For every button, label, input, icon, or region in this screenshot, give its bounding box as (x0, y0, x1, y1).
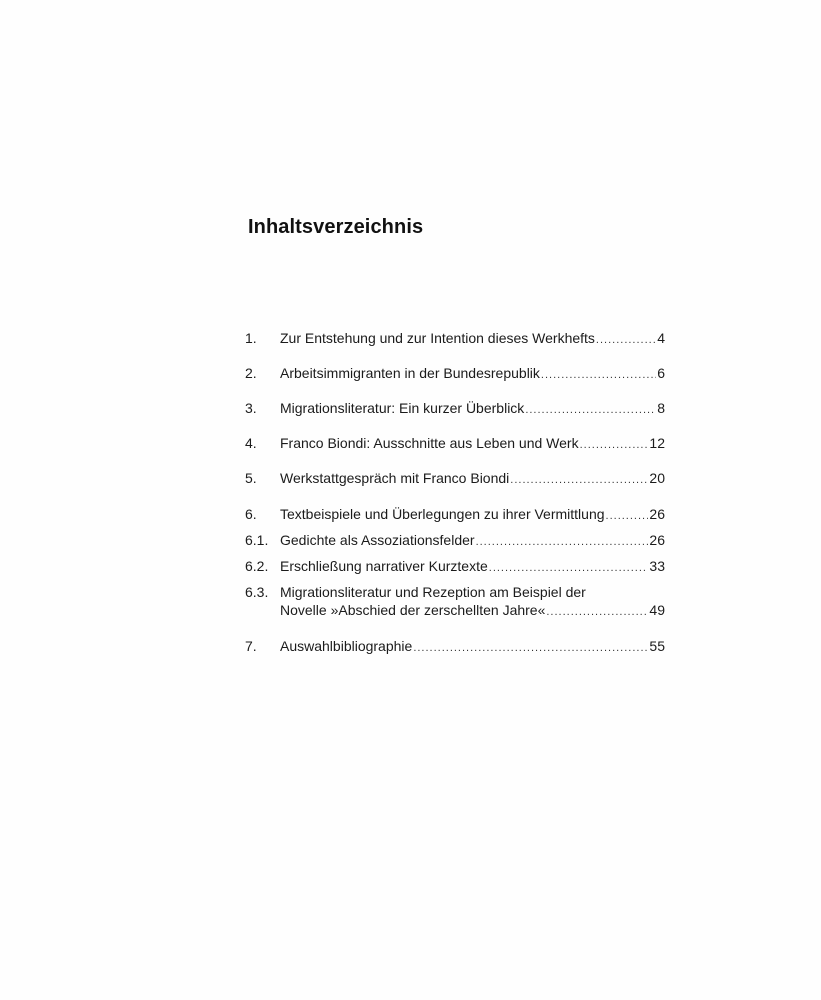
toc-entry-page: 49 (649, 602, 665, 618)
toc-entry-page: 8 (657, 400, 665, 416)
toc-leader-dots (606, 507, 649, 525)
toc-leader-dots (580, 436, 649, 454)
toc-entry-title-line1: Migrationsliteratur und Rezeption am Beispiel der (280, 584, 586, 600)
toc-entry-page: 4 (657, 330, 665, 346)
toc-leader-dots (525, 401, 656, 419)
toc-entry-title: Zur Entstehung und zur Intention dieses Werkhefts (280, 330, 595, 346)
toc-entry-title: Gedichte als Assoziationsfelder (280, 532, 475, 548)
toc-entry-number: 2. (245, 365, 257, 381)
toc-entry-title: Werkstattgespräch mit Franco Biondi (280, 470, 510, 486)
toc-entry-page: 55 (649, 638, 665, 654)
toc-entry-number: 1. (245, 330, 257, 346)
toc-leader-dots (413, 639, 648, 657)
toc-leader-dots (510, 471, 648, 489)
toc-entry-number: 6. (245, 506, 257, 522)
toc-entry-number: 4. (245, 435, 257, 451)
toc-entry-number: 5. (245, 470, 257, 486)
toc-leader-dots (476, 533, 649, 551)
page-title: Inhaltsverzeichnis (248, 216, 424, 238)
toc-entry-title: Auswahlbibliographie (280, 638, 413, 654)
toc-entry-page: 20 (649, 470, 665, 486)
toc-leader-dots (546, 603, 648, 621)
toc-entry-number: 7. (245, 638, 257, 654)
toc-entry-page: 26 (649, 506, 665, 522)
toc-leader-dots (541, 366, 656, 384)
toc-entry-page: 26 (649, 532, 665, 548)
toc-entry-title-line2: Novelle »Abschied der zerschellten Jahre« (280, 602, 546, 618)
toc-entry-page: 6 (657, 365, 665, 381)
toc-entry-number: 6.3. (245, 584, 269, 600)
toc-entry-title: Textbeispiele und Überlegungen zu ihrer Vermittlung (280, 506, 605, 522)
toc-entry-title: Migrationsliteratur: Ein kurzer Überblick (280, 400, 525, 416)
toc-entry-page: 12 (649, 435, 665, 451)
toc-entry-number: 6.1. (245, 532, 269, 548)
toc-entry-number: 3. (245, 400, 257, 416)
toc-leader-dots (596, 331, 656, 349)
toc-entry-page: 33 (649, 558, 665, 574)
toc-entry-title: Arbeitsimmigranten in der Bundesrepublik (280, 365, 540, 381)
toc-entry-number: 6.2. (245, 558, 269, 574)
toc-entry-title: Franco Biondi: Ausschnitte aus Leben und Werk (280, 435, 579, 451)
toc-leader-dots (489, 559, 649, 577)
toc-entry-title: Erschließung narrativer Kurztexte (280, 558, 488, 574)
